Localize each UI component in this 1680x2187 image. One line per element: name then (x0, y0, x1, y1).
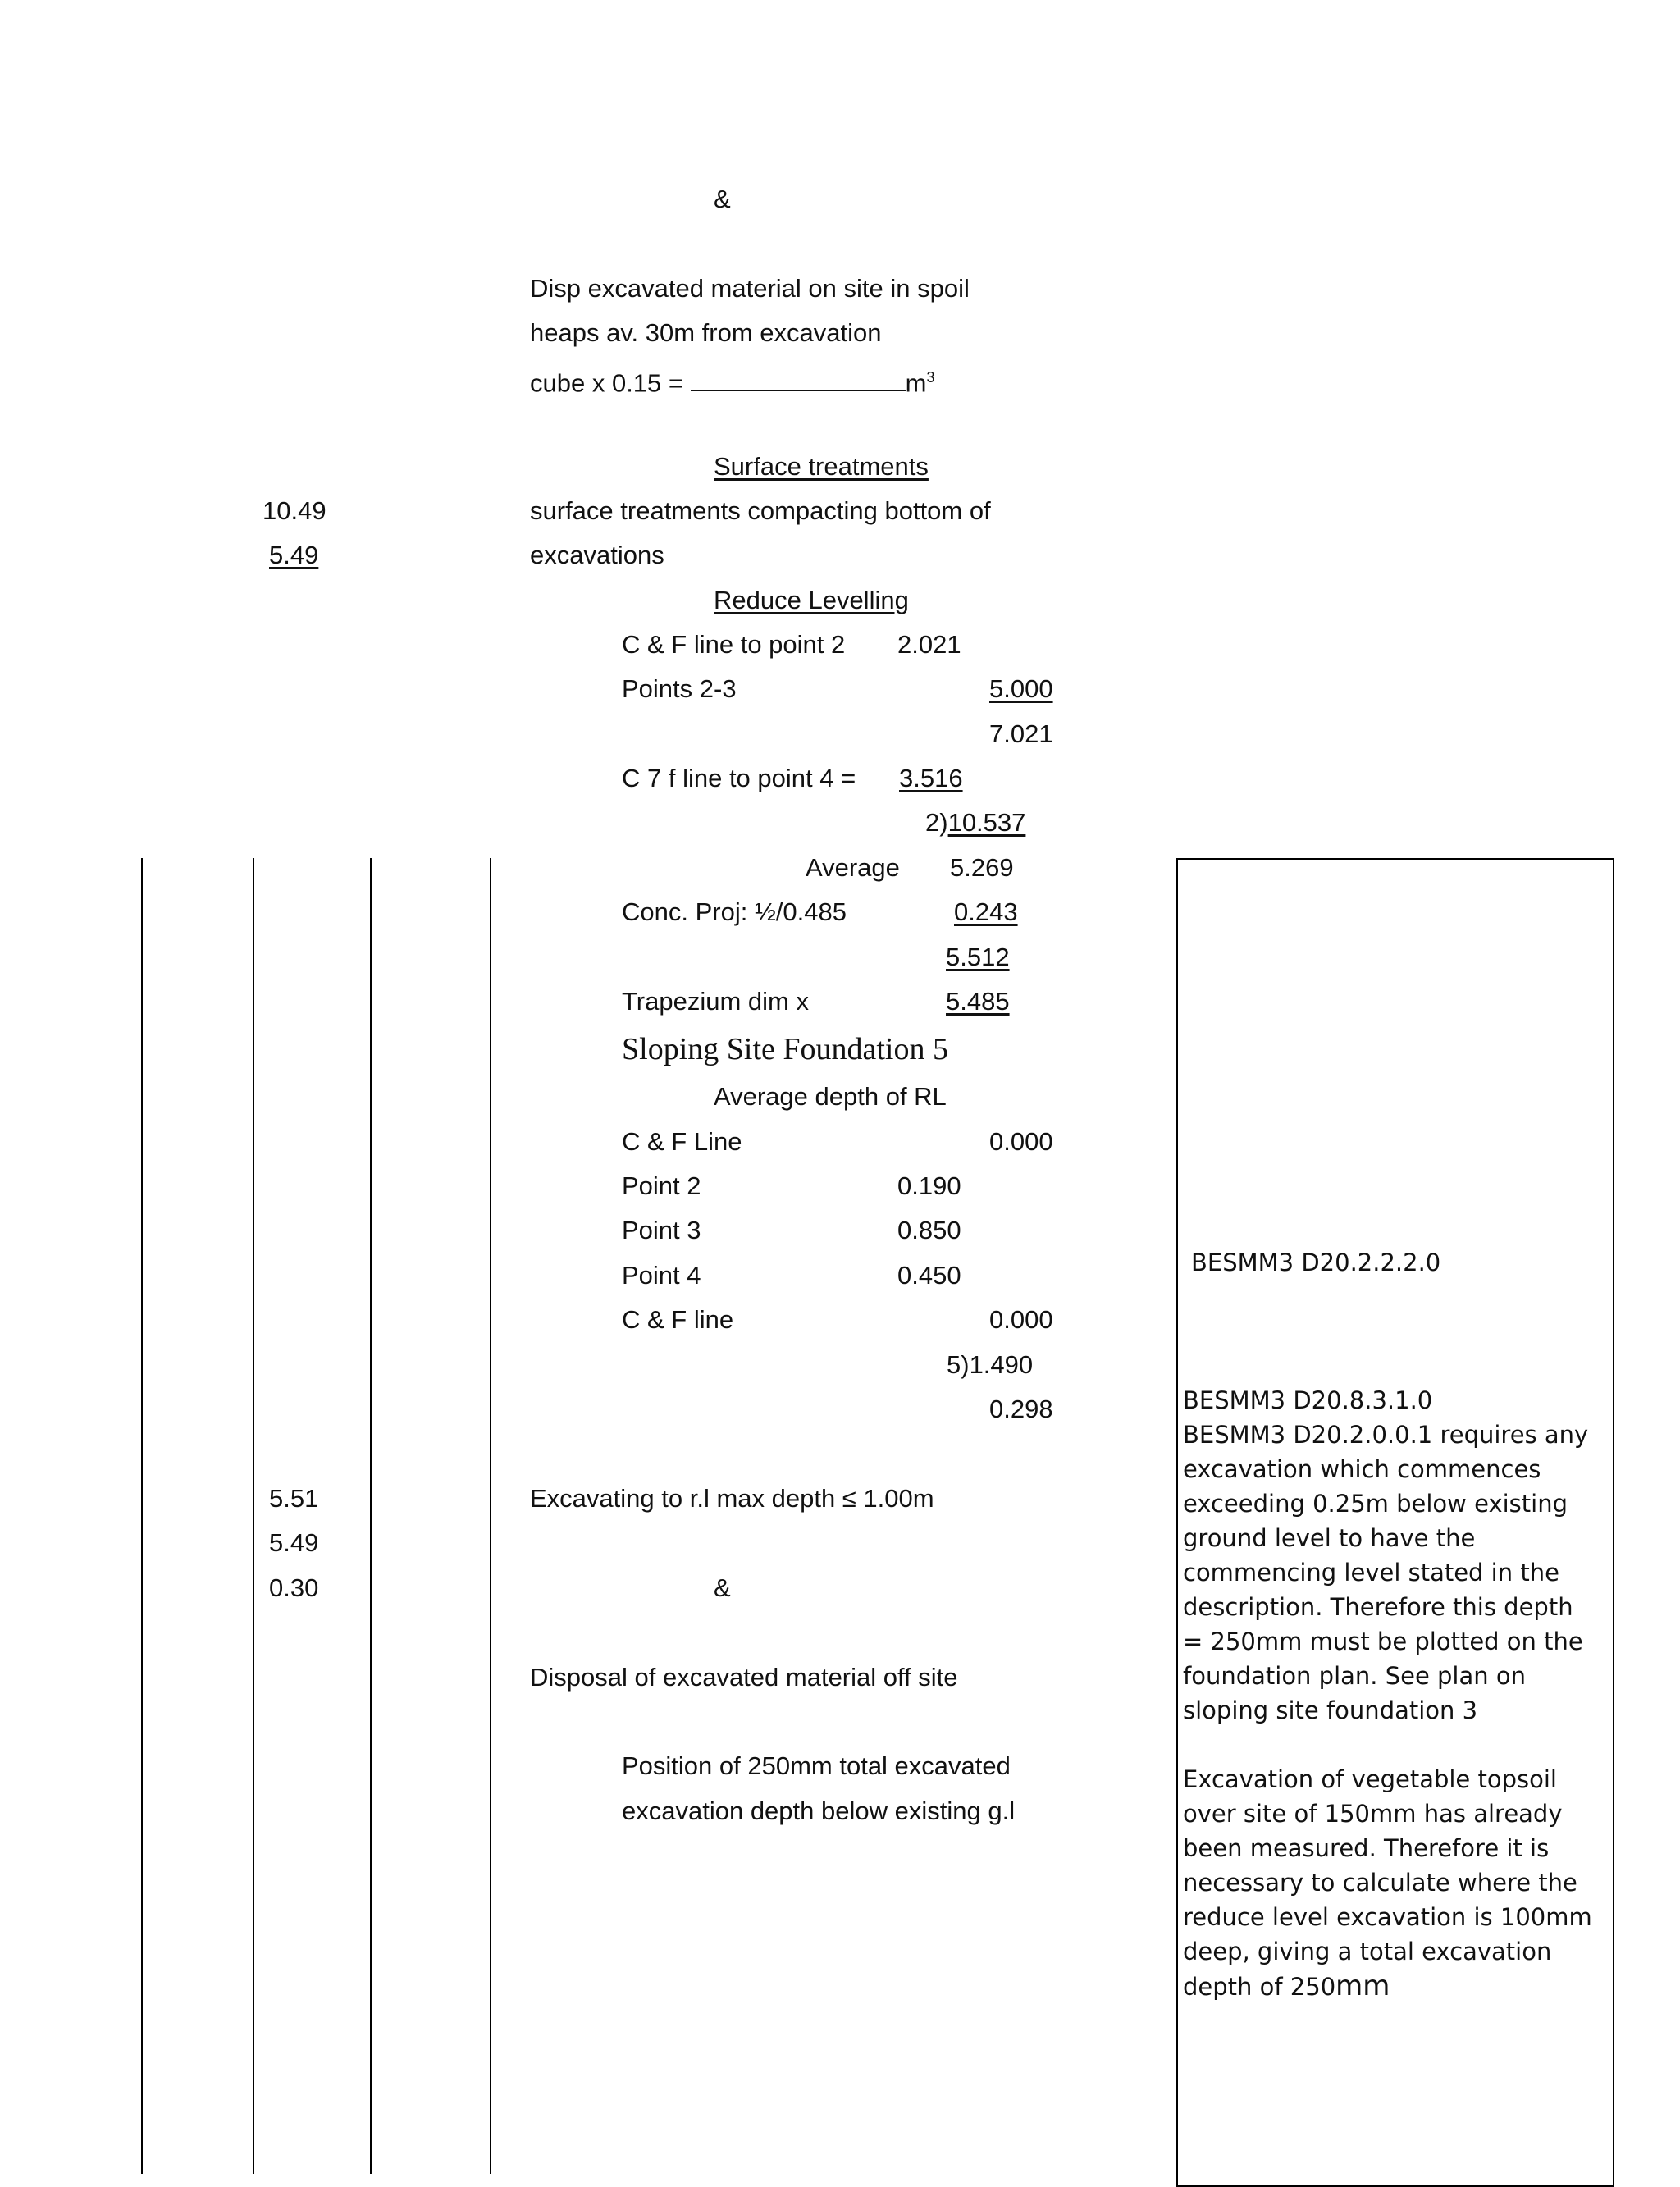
note-para-2-line: been measured. Therefore it is (1183, 1834, 1550, 1862)
divided-prefix: 2) (925, 808, 948, 837)
note-para-1-line: exceeding 0.25m below existing (1183, 1490, 1568, 1518)
position-line-2: excavation depth below existing g.l (622, 1797, 1016, 1825)
rl-row-label: Point 2 (622, 1171, 701, 1200)
rl-row-label: C & F line (622, 1305, 734, 1334)
note-para-1-line: commencing level stated in the (1183, 1559, 1559, 1587)
note-para-2-line: necessary to calculate where the (1183, 1869, 1577, 1897)
disposal-off-site: Disposal of excavated material off site (530, 1663, 958, 1692)
rl-row-label: C & F Line (622, 1127, 742, 1156)
trapezium-value: 5.485 (946, 987, 1010, 1016)
note-ref-2: BESMM3 D20.8.3.1.0 (1183, 1386, 1433, 1414)
rl-row-value: 0.000 (989, 1127, 1053, 1156)
points-value: 5.000 (989, 674, 1053, 703)
average-label: Average (806, 853, 900, 882)
cube-blank (691, 368, 906, 391)
rl-sum: 5)1.490 (947, 1350, 1034, 1379)
note-para-2-line: Excavation of vegetable topsoil (1183, 1765, 1557, 1793)
position-line-1: Position of 250mm total excavated (622, 1751, 1011, 1780)
column-rule-2 (253, 858, 254, 2174)
divided-value (925, 807, 1025, 838)
note-para-2-last-prefix: depth of 250 (1183, 1973, 1336, 2001)
disposal-line-1: Disp excavated material on site in spoil (530, 274, 970, 303)
note-para-1-line: excavation which commences (1183, 1455, 1541, 1483)
c7f-label: C 7 f line to point 4 = (622, 764, 856, 792)
surface-desc-1: surface treatments compacting bottom of (530, 496, 991, 525)
note-para-1-line: ground level to have the (1183, 1524, 1476, 1552)
surface-desc-2: excavations (530, 541, 664, 569)
surface-dim-1: 10.49 (262, 496, 326, 525)
excavation-dim-depth: 0.30 (269, 1573, 319, 1602)
cube-unit-power: 3 (926, 369, 935, 386)
divided-number: 10.537 (947, 808, 1026, 837)
conc-label: Conc. Proj: ½/0.485 (622, 897, 847, 926)
sloping-site-title: Sloping Site Foundation 5 (622, 1032, 948, 1066)
note-para-1-line: foundation plan. See plan on (1183, 1662, 1526, 1690)
surface-dim-2: 5.49 (269, 541, 319, 569)
average-depth-heading: Average depth of RL (714, 1082, 947, 1111)
note-para-2-line: deep, giving a total excavation (1183, 1938, 1552, 1966)
excavation-dim-length: 5.51 (269, 1484, 319, 1513)
note-para-2-line: reduce level excavation is 100mm (1183, 1903, 1592, 1931)
ampersand-bottom: & (714, 1573, 731, 1602)
excavation-desc: Excavating to r.l max depth ≤ 1.00m (530, 1484, 934, 1513)
note-para-2-line: over site of 150mm has already (1183, 1800, 1563, 1828)
cf-line-value: 2.021 (897, 630, 961, 659)
points-label: Points 2-3 (622, 674, 737, 703)
cf-line-label: C & F line to point 2 (622, 630, 846, 659)
note-ref-1: BESMM3 D20.2.2.2.0 (1191, 1249, 1441, 1276)
rl-row-value: 0.190 (897, 1171, 961, 1200)
note-para-1-line: description. Therefore this depth (1183, 1593, 1573, 1621)
total-value: 5.512 (946, 943, 1010, 971)
subtotal-value: 7.021 (989, 719, 1053, 748)
cube-unit: m (905, 368, 927, 398)
excavation-dim-width: 5.49 (269, 1528, 319, 1557)
column-rule-3 (370, 858, 372, 2174)
conc-value: 0.243 (954, 897, 1018, 926)
note-para-2-last-unit: mm (1335, 1970, 1390, 2002)
note-para-1-line: = 250mm must be plotted on the (1183, 1628, 1583, 1655)
cube-line (530, 362, 934, 399)
average-value: 5.269 (950, 853, 1014, 882)
note-para-1-line: BESMM3 D20.2.0.0.1 requires any (1183, 1421, 1589, 1449)
rl-row-value: 0.000 (989, 1305, 1053, 1334)
rl-average: 0.298 (989, 1395, 1053, 1423)
column-rule-4 (490, 858, 491, 2174)
ampersand-top: & (714, 185, 731, 213)
rl-row-value: 0.850 (897, 1216, 961, 1244)
surface-treatments-heading: Surface treatments (714, 452, 929, 481)
note-para-1-line: sloping site foundation 3 (1183, 1696, 1478, 1724)
disposal-line-2: heaps av. 30m from excavation (530, 318, 882, 347)
reduce-levelling-heading: Reduce Levelling (714, 586, 909, 614)
column-rule-1 (141, 858, 143, 2174)
trapezium-label: Trapezium dim x (622, 987, 809, 1016)
rl-row-label: Point 3 (622, 1216, 701, 1244)
note-para-2-last-line (1183, 1969, 1390, 2004)
rl-row-value: 0.450 (897, 1261, 961, 1290)
cube-prefix: cube x 0.15 = (530, 368, 691, 398)
rl-row-label: Point 4 (622, 1261, 701, 1290)
c7f-value: 3.516 (899, 764, 963, 792)
